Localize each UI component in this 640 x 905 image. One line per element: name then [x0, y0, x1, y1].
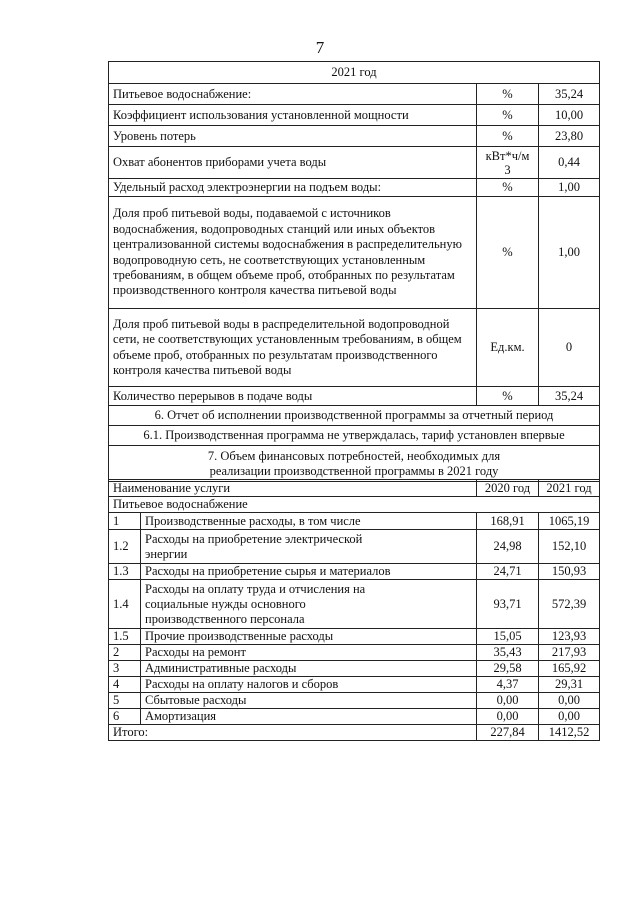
year-2020-header: 2020 год — [477, 480, 539, 497]
table-row — [109, 725, 600, 741]
value-2020: 29,58 — [477, 661, 539, 677]
row-number: 1.4 — [109, 580, 141, 629]
expense-name: Производственные расходы, в том числе — [141, 513, 477, 530]
indicator-value: 0 — [539, 309, 600, 387]
value-2020: 24,71 — [477, 564, 539, 580]
table-row — [109, 126, 600, 147]
indicator-value: 10,00 — [539, 105, 600, 126]
row-number: 3 — [109, 661, 141, 677]
indicator-value: 1,00 — [539, 197, 600, 309]
value-2021: 152,10 — [539, 530, 600, 564]
indicator-unit: Ед.км. — [477, 309, 539, 387]
table-row — [109, 564, 600, 580]
section-6-1-heading: 6.1. Производственная программа не утверждалась, тариф установлен впервые — [109, 426, 600, 446]
indicators-table — [108, 61, 600, 482]
indicator-name: Охват абонентов приборами учета воды — [109, 147, 477, 179]
value-2020: 15,05 — [477, 629, 539, 645]
value-2020: 0,00 — [477, 709, 539, 725]
row-number: 1.2 — [109, 530, 141, 564]
value-2021: 150,93 — [539, 564, 600, 580]
table-row — [109, 105, 600, 126]
table-row — [109, 84, 600, 105]
table-row — [109, 446, 600, 482]
indicator-name: Количество перерывов в подаче воды — [109, 387, 477, 406]
indicator-unit: кВт*ч/м 3 — [477, 147, 539, 179]
table-row — [109, 406, 600, 426]
expense-name: Расходы на ремонт — [141, 645, 477, 661]
section-6-heading: 6. Отчет об исполнении производственной программы за отчетный период — [109, 406, 600, 426]
value-2020: 35,43 — [477, 645, 539, 661]
table-row — [109, 497, 600, 513]
indicator-value: 0,44 — [539, 147, 600, 179]
group-heading: Питьевое водоснабжение — [109, 497, 600, 513]
value-2021: 123,93 — [539, 629, 600, 645]
row-number: 4 — [109, 677, 141, 693]
indicator-unit: % — [477, 179, 539, 197]
indicator-unit: % — [477, 126, 539, 147]
finance-table — [108, 479, 600, 741]
service-name-header: Наименование услуги — [109, 480, 477, 497]
total-2020: 227,84 — [477, 725, 539, 741]
table-row — [109, 530, 600, 564]
expense-name: Расходы на приобретение сырья и материалов — [141, 564, 477, 580]
table-row — [109, 387, 600, 406]
table-row — [109, 661, 600, 677]
value-2021: 0,00 — [539, 709, 600, 725]
table-row — [109, 480, 600, 497]
table-row — [109, 426, 600, 446]
value-2021: 572,39 — [539, 580, 600, 629]
table-row — [109, 62, 600, 84]
indicator-unit: % — [477, 84, 539, 105]
year-2021-header: 2021 год — [539, 480, 600, 497]
section-7-heading: 7. Объем финансовых потребностей, необходимых для реализации производственной программы в 2021 году — [109, 446, 600, 482]
indicator-value: 35,24 — [539, 387, 600, 406]
indicator-name: Удельный расход электроэнергии на подъем воды: — [109, 179, 477, 197]
value-2020: 168,91 — [477, 513, 539, 530]
indicator-unit: % — [477, 105, 539, 126]
table-row — [109, 513, 600, 530]
page-number: 7 — [315, 38, 325, 57]
value-2020: 24,98 — [477, 530, 539, 564]
expense-name: Расходы на приобретение электрической энергии — [141, 530, 477, 564]
table-row — [109, 709, 600, 725]
row-number: 1 — [109, 513, 141, 530]
table-row — [109, 309, 600, 387]
table-row — [109, 580, 600, 629]
indicator-value: 23,80 — [539, 126, 600, 147]
value-2021: 1065,19 — [539, 513, 600, 530]
expense-name: Прочие производственные расходы — [141, 629, 477, 645]
indicator-name: Доля проб питьевой воды в распределительной водопроводной сети, не соответствующих установленным требованиям, в общем объеме проб, отобранных по результатам производственного контроля качества питьевой воды — [109, 309, 477, 387]
row-number: 2 — [109, 645, 141, 661]
row-number: 1.3 — [109, 564, 141, 580]
table-row — [109, 179, 600, 197]
expense-name: Административные расходы — [141, 661, 477, 677]
indicator-unit: % — [477, 387, 539, 406]
table-row — [109, 197, 600, 309]
indicator-name: Доля проб питьевой воды, подаваемой с источников водоснабжения, водопроводных станций или иных объектов централизованной системы водоснабжения в распределительную водопроводную сеть, не соответствующих установленным требованиям, в общем объеме проб, отобранных по результатам производственного контроля качества питьевой воды — [109, 197, 477, 309]
row-number: 1.5 — [109, 629, 141, 645]
expense-name: Амортизация — [141, 709, 477, 725]
table-row — [109, 693, 600, 709]
indicator-unit: % — [477, 197, 539, 309]
total-2021: 1412,52 — [539, 725, 600, 741]
value-2020: 93,71 — [477, 580, 539, 629]
expense-name: Расходы на оплату труда и отчисления на социальные нужды основного производственного персонала — [141, 580, 477, 629]
value-2021: 29,31 — [539, 677, 600, 693]
value-2021: 0,00 — [539, 693, 600, 709]
expense-name: Расходы на оплату налогов и сборов — [141, 677, 477, 693]
indicator-name: Уровень потерь — [109, 126, 477, 147]
indicator-value: 1,00 — [539, 179, 600, 197]
table-row — [109, 629, 600, 645]
total-label: Итого: — [109, 725, 477, 741]
value-2020: 4,37 — [477, 677, 539, 693]
indicator-name: Питьевое водоснабжение: — [109, 84, 477, 105]
year-header: 2021 год — [109, 62, 600, 84]
table-row — [109, 677, 600, 693]
expense-name: Сбытовые расходы — [141, 693, 477, 709]
indicator-value: 35,24 — [539, 84, 600, 105]
table-row — [109, 147, 600, 179]
row-number: 6 — [109, 709, 141, 725]
indicator-name: Коэффициент использования установленной мощности — [109, 105, 477, 126]
row-number: 5 — [109, 693, 141, 709]
value-2021: 165,92 — [539, 661, 600, 677]
table-row — [109, 645, 600, 661]
value-2020: 0,00 — [477, 693, 539, 709]
value-2021: 217,93 — [539, 645, 600, 661]
